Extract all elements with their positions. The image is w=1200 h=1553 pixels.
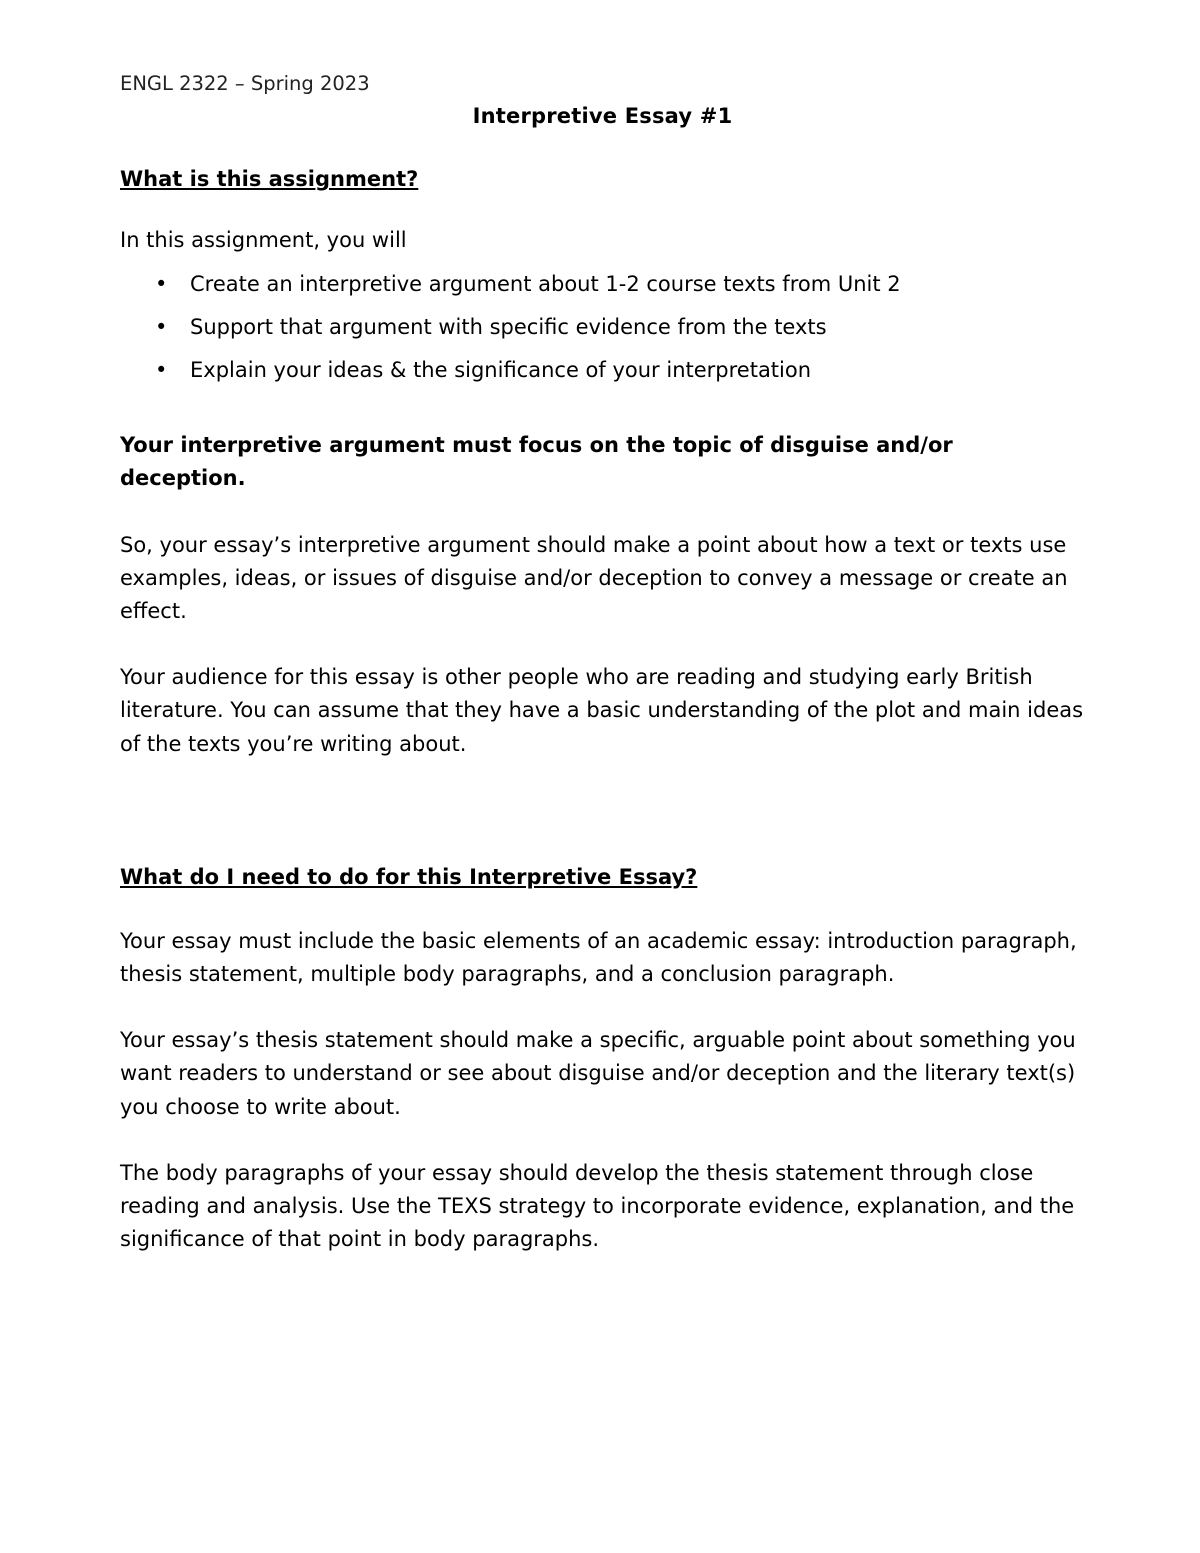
argument-paragraph: So, your essay’s interpretive argument should make a point about how a text or texts use examples, ideas, or issues of disguise and/or deception to convey a message or create an effect. [120,532,1068,624]
list-item [120,263,1085,306]
bullet-icon: • [155,358,168,383]
audience-paragraph: Your audience for this essay is other people who are reading and studying early British literature. You can assume that they have a basic understanding of the plot and main ideas of the texts you’re writing about. [120,665,1084,756]
bullet-icon: • [155,315,168,340]
thesis-paragraph: Your essay’s thesis statement should make a specific, arguable point about something you want readers to understand or see about disguise and/or deception and the literary text(s) you choose to write about. [120,1028,1076,1119]
list-item [120,306,1085,349]
document-content [120,72,1085,1256]
bullet-icon: • [155,272,168,297]
body-paragraphs-paragraph: The body paragraphs of your essay should develop the thesis statement through close reading and analysis. Use the TEXS strategy to incorporate evidence, explanation, and the significance of that point in body paragraphs. [120,1160,1075,1252]
assignment-bullet-list [120,263,1085,392]
bullet-text: Create an interpretive argument about 1-2 course texts from Unit 2 [190,272,901,297]
document-title: Interpretive Essay #1 [472,104,733,128]
section-heading-requirements: What do I need to do for this Interpretive Essay? [120,864,698,889]
list-item [120,349,1085,392]
section-heading-assignment: What is this assignment? [120,167,419,191]
bullet-text: Explain your ideas & the significance of your interpretation [190,358,812,383]
assignment-intro: In this assignment, you will [120,228,407,252]
elements-paragraph: Your essay must include the basic elements of an academic essay: introduction paragraph, thesis statement, multiple body paragraphs, and a conclusion paragraph. [120,928,1077,987]
focus-requirement: Your interpretive argument must focus on the topic of disguise and/or deception. [120,433,953,491]
bullet-text: Support that argument with specific evidence from the texts [190,315,827,340]
course-header: ENGL 2322 – Spring 2023 [120,72,370,95]
